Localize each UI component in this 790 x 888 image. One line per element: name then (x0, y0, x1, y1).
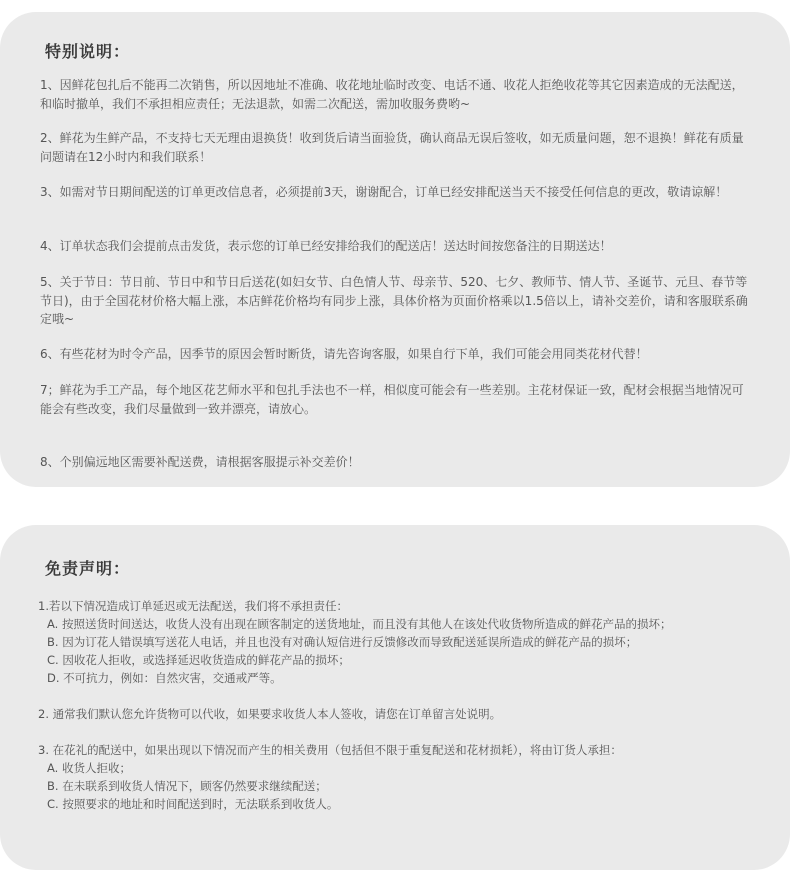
special-notice-title: 特别说明： (45, 42, 131, 61)
notice-item-3: 3、如需对节日期间配送的订单更改信息者，必须提前3天，谢谢配合，订单已经安排配送当天不接受任何信息的更改，敬请谅解！ (40, 185, 728, 199)
disclaimer-clause-1b: B. 因为订花人错误填写送花人电话，并且也没有对确认短信进行反馈修改而导致配送延误所造成的鲜花产品的损坏； (47, 635, 638, 649)
disclaimer-clause-2: 2. 通常我们默认您允许货物可以代收，如果要求收货人本人签收，请您在订单留言处说明。 (38, 707, 502, 721)
notice-item-6: 6、有些花材为时令产品，因季节的原因会暂时断货，请先咨询客服，如果自行下单，我们可能会用同类花材代替！ (40, 347, 648, 361)
disclaimer-card (0, 525, 790, 870)
disclaimer-clause-1: 1.若以下情况造成订单延迟或无法配送，我们将不承担责任： (38, 599, 348, 613)
notice-item-7: 7；鲜花为手工产品，每个地区花艺师水平和包扎手法也不一样，相似度可能会有一些差别。主花材保证一致，配材会根据当地情况可能会有些改变，我们尽量做到一致并漂亮，请放心。 (40, 383, 744, 416)
notice-item-4: 4、订单状态我们会提前点击发货，表示您的订单已经安排给我们的配送店！送达时间按您备注的日期送达！ (40, 239, 612, 253)
disclaimer-clause-3c: C. 按照要求的地址和时间配送到时，无法联系到收货人。 (47, 797, 339, 811)
notice-item-2: 2、鲜花为生鲜产品，不支持七天无理由退换货！收到货后请当面验货，确认商品无误后签收，如无质量问题，恕不退换！鲜花有质量问题请在12小时内和我们联系！ (40, 131, 744, 164)
disclaimer-clause-1c: C. 因收花人拒收，或选择延迟收货造成的鲜花产品的损坏； (47, 653, 350, 667)
disclaimer-title: 免责声明： (45, 559, 131, 578)
notice-item-1: 1、因鲜花包扎后不能再二次销售，所以因地址不准确、收花地址临时改变、电话不通、收花人拒绝收花等其它因素造成的无法配送，和临时撤单，我们不承担相应责任；无法退款，如需二次配送，需加收服务费哟~ (40, 78, 744, 111)
notice-item-8: 8、个别偏远地区需要补配送费，请根据客服提示补交差价！ (40, 455, 360, 469)
special-notice-card (0, 12, 790, 487)
notice-item-5: 5、关于节日：节日前、节日中和节日后送花(如妇女节、白色情人节、母亲节、520、七夕、教师节、情人节、圣诞节、元旦、春节等节日)，由于全国花材价格大幅上涨，本店鲜花价格均有同步上涨，具体价格为页面价格乘以1.5倍以上，请补交差价，请和客服联系确定哦~ (40, 275, 748, 326)
disclaimer-clause-1d: D. 不可抗力，例如：自然灾害，交通戒严等。 (47, 671, 282, 685)
disclaimer-clause-3b: B. 在未联系到收货人情况下，顾客仍然要求继续配送； (47, 779, 327, 793)
disclaimer-clause-1a: A. 按照送货时间送达，收货人没有出现在顾客制定的送货地址，而且没有其他人在该处代收货物所造成的鲜花产品的损坏； (47, 617, 672, 631)
disclaimer-clause-3: 3. 在花礼的配送中，如果出现以下情况而产生的相关费用（包括但不限于重复配送和花材损耗），将由订货人承担： (38, 743, 622, 757)
disclaimer-clause-3a: A. 收货人拒收； (47, 761, 131, 775)
